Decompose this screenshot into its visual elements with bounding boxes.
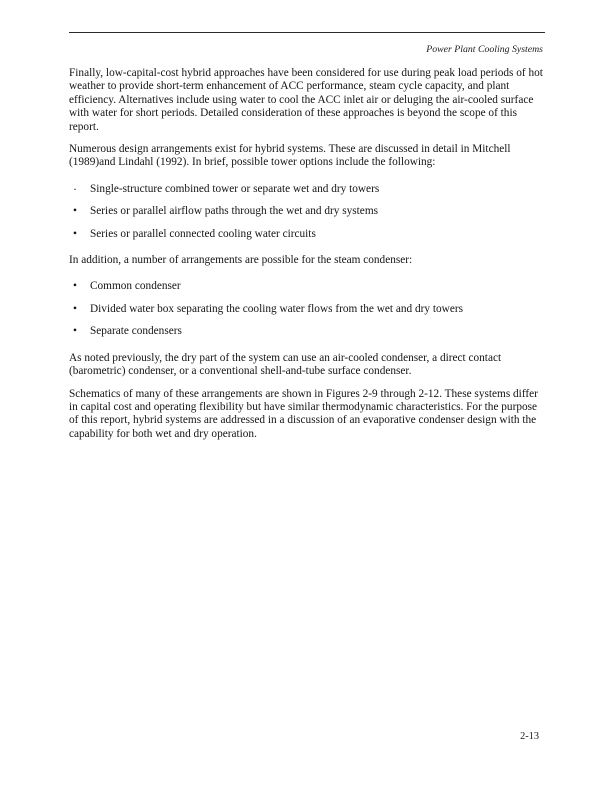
list-item [69,325,546,338]
list-item-text: Separate condensers [90,325,182,338]
bullet-icon: • [73,325,77,338]
list-item-text: Common condenser [90,280,181,293]
condenser-options-list [69,280,546,338]
running-header: Power Plant Cooling Systems [426,44,543,55]
bullet-icon: • [73,302,77,315]
header-rule [69,32,545,33]
list-item [69,228,546,241]
list-item [69,205,546,218]
list-item-text: Series or parallel airflow paths through the wet and dry systems [90,205,378,218]
list-item [69,280,546,293]
page-body [69,67,546,450]
page-number: 2-13 [520,731,539,742]
list-item-text: Series or parallel connected cooling water circuits [90,227,316,240]
paragraph-condenser-intro: In addition, a number of arrangements are possible for the steam condenser: [69,254,413,267]
bullet-icon: • [73,280,77,293]
tower-options-list [69,183,546,241]
paragraph-dry-part: As noted previously, the dry part of the system can use an air-cooled condenser, a direct contact (barometric) condenser, or a conventional shell-and-tube surface condenser. [69,351,502,378]
bullet-icon: • [73,205,77,218]
list-item [69,303,546,316]
list-item-text: Divided water box separating the cooling water flows from the wet and dry towers [90,302,464,315]
paragraph-schematics: Schematics of many of these arrangements are shown in Figures 2-9 through 2-12. These systems differ in capital cost and operating flexibility but have similar thermodynamic characteristics. For the purpose of this report, hybrid systems are addressed in a discussion of an evaporative condenser design with the capability for both wet and dry operation. [69,387,538,440]
bullet-icon: · [73,181,77,196]
paragraph-design-arrangements: Numerous design arrangements exist for hybrid systems. These are discussed in detail in Mitchell (1989)and Lindahl (1992). In brief, possible tower options include the following: [69,143,511,169]
bullet-icon: • [73,227,77,240]
list-item-text: Single-structure combined tower or separate wet and dry towers [90,182,380,195]
paragraph-hybrid-intro: Finally, low-capital-cost hybrid approaches have been considered for use during peak load periods of hot weather to provide short-term enhancement of ACC performance, steam cycle capacity, and plant efficiency. Alternatives include using water to cool the ACC inlet air or deluging the air-cooled surface with water for short periods. Detailed consideration of these approaches is beyond the scope of this report. [69,67,543,133]
list-item [69,183,546,196]
